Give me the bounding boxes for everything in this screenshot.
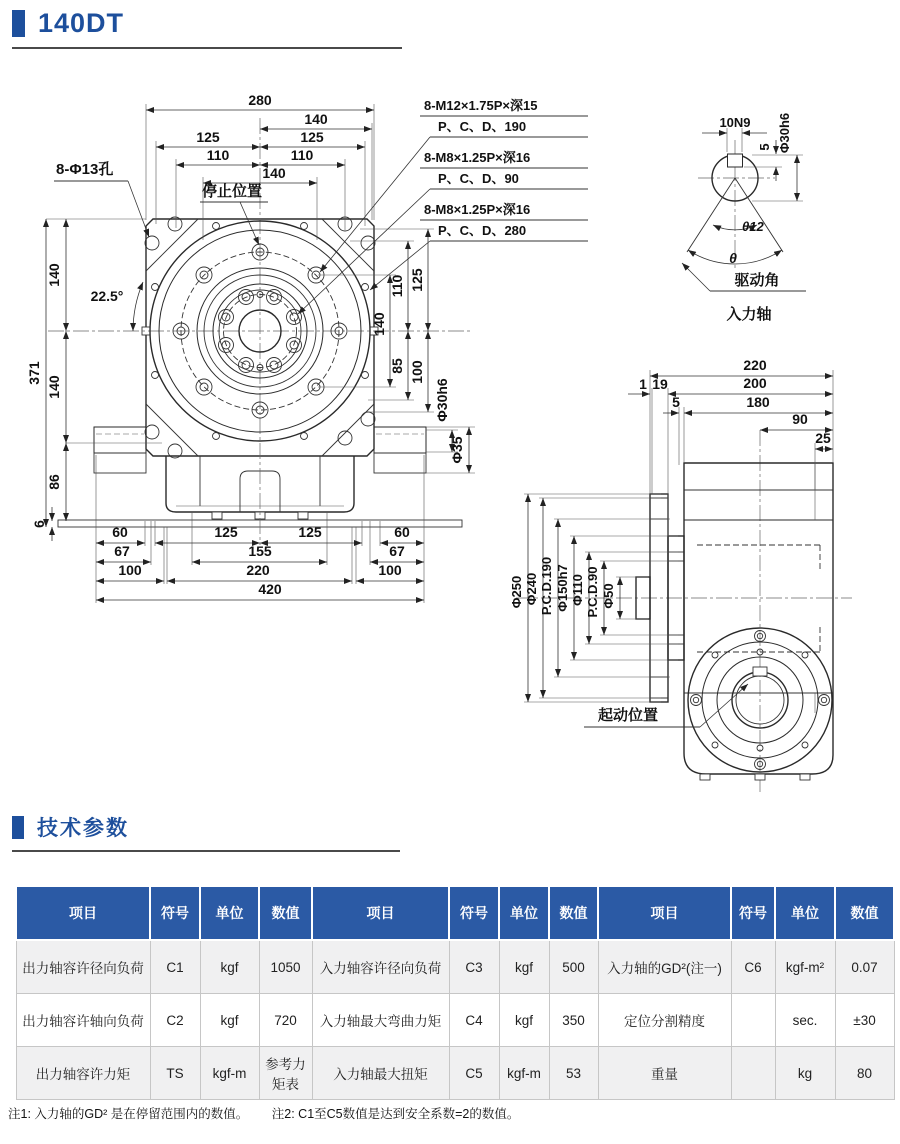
table-cell: 定位分割精度 [598, 994, 731, 1047]
dim-label: 90 [792, 411, 808, 427]
table-cell: kgf-m [499, 1047, 549, 1100]
table-cell: 53 [549, 1047, 598, 1100]
theta12-label: θ12 [742, 219, 764, 234]
dim-label: 25 [815, 430, 831, 446]
footnotes [8, 1104, 539, 1122]
table-cell: kgf [200, 994, 259, 1047]
table-cell: 入力轴最大扭矩 [312, 1047, 449, 1100]
table-cell: kgf [200, 940, 259, 994]
table-cell: 入力轴的GD²(注一) [598, 940, 731, 994]
table-cell: kgf [499, 994, 549, 1047]
thread-note-line: 8-M8×1.25P×深16 [424, 202, 531, 217]
dim-label: 110 [206, 147, 230, 163]
page-title: 140DT [38, 8, 125, 38]
dim-label: 100 [118, 562, 142, 578]
table-cell: C1 [150, 940, 200, 994]
start-position-text: 起动位置 [597, 707, 659, 724]
spec-table [15, 885, 895, 1100]
input-shaft-detail [682, 113, 806, 323]
table-header-cell: 数值 [549, 886, 598, 940]
dia-label: Φ50 [601, 583, 616, 609]
table-cell: C3 [449, 940, 499, 994]
front-view-labels [54, 160, 268, 245]
dia-label: P.C.D.190 [539, 556, 554, 616]
dim-label: 140 [371, 312, 387, 336]
dia-label: Φ250 [509, 575, 524, 609]
dim-label: 420 [258, 581, 282, 597]
dim-label: 100 [378, 562, 402, 578]
table-cell: 出力轴容许力矩 [16, 1047, 150, 1100]
table-row [16, 994, 894, 1047]
start-position-label [584, 684, 748, 727]
specs-rule [12, 850, 400, 852]
dia-label: Φ150h7 [555, 564, 570, 612]
dim-label: 220 [743, 357, 767, 373]
table-cell: kg [775, 1047, 835, 1100]
table-cell: 参考力矩表 [259, 1047, 312, 1100]
footnote-1: 注1: 入力轴的GD² 是在停留范围内的数值。 [8, 1107, 249, 1121]
table-row [16, 1047, 894, 1100]
table-cell: kgf-m [200, 1047, 259, 1100]
dim-label: 1 [639, 376, 647, 392]
table-cell: 出力轴容许轴向负荷 [16, 994, 150, 1047]
specs-title: 技术参数 [37, 817, 129, 840]
table-cell: 入力轴容许径向负荷 [312, 940, 449, 994]
dim-label: 200 [743, 375, 767, 391]
stop-position-label: 停止位置 [202, 183, 263, 200]
thread-note-line: 8-M8×1.25P×深16 [424, 150, 531, 165]
dim-label: 110 [290, 147, 314, 163]
dim-label: 67 [389, 543, 405, 559]
dim-label: 100 [409, 360, 425, 384]
table-cell: C5 [449, 1047, 499, 1100]
dim-label: 140 [262, 165, 286, 181]
dim-label: Φ35 [449, 436, 465, 464]
dim-label: 125 [298, 524, 322, 540]
table-cell: 出力轴容许径向负荷 [16, 940, 150, 994]
table-header-cell: 单位 [499, 886, 549, 940]
table-cell: 80 [835, 1047, 894, 1100]
dim-label: 125 [300, 129, 324, 145]
dim-label: 180 [746, 394, 770, 410]
table-cell: 350 [549, 994, 598, 1047]
dim-label: 220 [246, 562, 270, 578]
table-header-cell: 符号 [150, 886, 200, 940]
dim-label: 19 [652, 376, 668, 392]
dim-label: 60 [112, 524, 128, 540]
dim-label: 85 [389, 358, 405, 374]
table-cell: 500 [549, 940, 598, 994]
dim-label: 155 [248, 543, 272, 559]
dia-label: Φ110 [570, 574, 585, 606]
dia-label: Φ240 [524, 572, 539, 606]
section-header-specs [12, 812, 129, 842]
table-cell: 入力轴最大弯曲力矩 [312, 994, 449, 1047]
thread-note-line: P、C、D、90 [438, 171, 519, 186]
key-width-label: 10N9 [719, 115, 751, 130]
drive-angle-label: 驱动角 [734, 272, 780, 289]
dim-label: 140 [46, 375, 62, 399]
table-header-cell: 符号 [731, 886, 775, 940]
table-header-cell: 数值 [835, 886, 894, 940]
dim-label: 125 [196, 129, 220, 145]
key-depth-label: 5 [757, 143, 772, 151]
table-cell: 重量 [598, 1047, 731, 1100]
theta-label: θ [729, 250, 737, 266]
table-cell: kgf [499, 940, 549, 994]
table-cell: TS [150, 1047, 200, 1100]
table-header-cell: 项目 [16, 886, 150, 940]
table-header-cell: 单位 [775, 886, 835, 940]
thread-note-line: P、C、D、190 [438, 119, 527, 134]
table-header-cell: 单位 [200, 886, 259, 940]
dim-label: 140 [46, 263, 62, 287]
table-row [16, 940, 894, 994]
table-header-cell: 项目 [598, 886, 731, 940]
blue-square-icon [12, 816, 24, 839]
dim-label: 280 [248, 92, 272, 108]
table-cell: C4 [449, 994, 499, 1047]
dim-label: Φ30h6 [434, 378, 450, 422]
table-cell [731, 994, 775, 1047]
dim-label: 371 [26, 361, 42, 385]
footnote-2: 注2: C1至C5数值是达到安全系数=2的数值。 [271, 1107, 520, 1121]
table-cell: ±30 [835, 994, 894, 1047]
table-cell [731, 1047, 775, 1100]
dim-label: 60 [394, 524, 410, 540]
thread-note-line: 8-M12×1.75P×深15 [424, 98, 538, 113]
dim-label: 140 [304, 111, 328, 127]
dim-label: 125 [214, 524, 238, 540]
shaft-dia-label: Φ30h6 [777, 112, 792, 154]
spec-table-header-row [16, 886, 894, 940]
table-cell: kgf-m² [775, 940, 835, 994]
dim-label: 5 [672, 394, 680, 410]
table-cell: C6 [731, 940, 775, 994]
side-view-dimensions [509, 357, 833, 702]
table-header-cell: 符号 [449, 886, 499, 940]
thread-note-line: P、C、D、280 [438, 223, 527, 238]
input-shaft-title: 入力轴 [726, 306, 772, 323]
table-cell: 1050 [259, 940, 312, 994]
dia-label: P.C.D.90 [585, 566, 600, 618]
table-cell: C2 [150, 994, 200, 1047]
table-header-cell: 数值 [259, 886, 312, 940]
table-header-cell: 项目 [312, 886, 449, 940]
dim-label: 6 [31, 520, 47, 528]
table-cell: sec. [775, 994, 835, 1047]
thread-notes [298, 98, 588, 314]
dim-label: 22.5° [90, 288, 124, 304]
holes-label: 8-Φ13孔 [56, 161, 114, 178]
dim-label: 125 [409, 268, 425, 292]
dim-label: 110 [389, 274, 405, 298]
table-cell: 720 [259, 994, 312, 1047]
table-cell: 0.07 [835, 940, 894, 994]
dim-label: 67 [114, 543, 130, 559]
dim-label: 86 [46, 474, 62, 490]
